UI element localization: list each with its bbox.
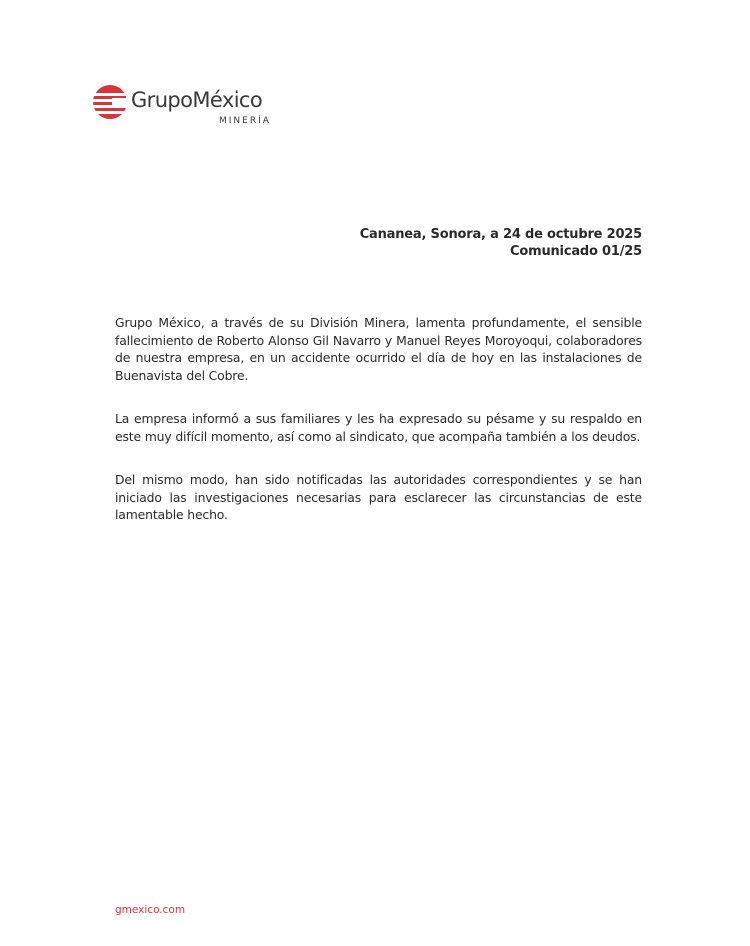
release-number: Comunicado 01/25 [510, 244, 642, 259]
logo-division: MINERÍA [219, 116, 271, 126]
body-paragraph: La empresa informó a sus familiares y les ha expresado su pésame y su respaldo en este muy difícil momento, así como al sindicato, que acompaña también a los deudos. [115, 411, 642, 444]
press-release-body [115, 314, 642, 550]
body-paragraph: Del mismo modo, han sido notificadas las autoridades correspondientes y se han iniciado las investigaciones necesarias para esclarecer las circunstancias de este lamentable hecho. [115, 472, 642, 522]
company-logo [92, 82, 292, 132]
place-date: Cananea, Sonora, a 24 de octubre 2025 [359, 227, 642, 242]
press-release-header [360, 226, 642, 260]
footer-website-link[interactable]: gmexico.com [115, 904, 186, 916]
grupo-mexico-logo-icon [92, 84, 128, 120]
body-paragraph: Grupo México, a través de su División Minera, lamenta profundamente, el sensible fallecimiento de Roberto Alonso Gil Navarro y Manuel Reyes Moroyoqui, colaboradores de nuestra empresa, en un accidente ocurrido el día de hoy en las instalaciones de Buenavista del Cobre. [115, 315, 642, 383]
logo-wordmark: GrupoMéxico [131, 88, 263, 112]
